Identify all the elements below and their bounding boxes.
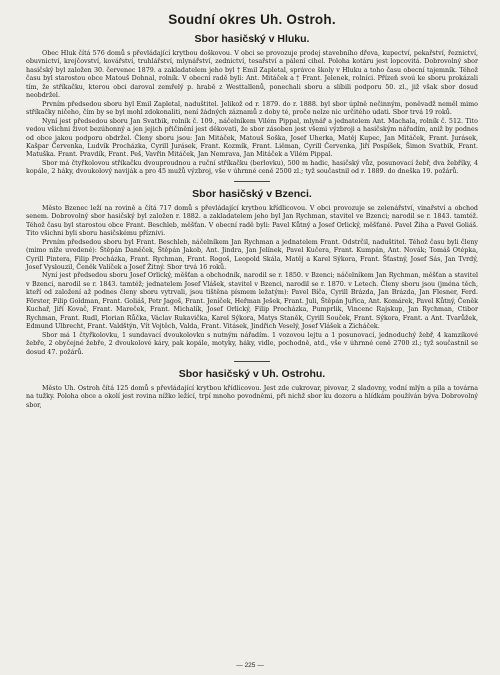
section-heading: Sbor hasičský v Uh. Ostrohu.: [178, 367, 326, 380]
section-divider: [234, 361, 270, 362]
paragraph: Město Bzenec leží na rovině a čítá 717 domů s převládající krytbou křídlicovou. V obci provozuje se zelenářství, vinařství a obchod senem. Dobrovolný sbor hasičský byl založen r. 1882. a zakladatelem jeho byl Jan Rychman, stavitel ve Bzenci; narodil se r. 1843. tamtéž. Téhož času byl starostou obce Frant. Beschleb, měšťan. V obecní radě byli: Pavel Kůtný a Josef Orlický, měšťané. Pavel Žiha a Pavel Goliáš. Tito všichni byli sboru hasičskému příznivi.: [26, 204, 478, 238]
section-hluk: [26, 33, 478, 177]
paragraph: Nyní jest předsedou sboru Josef Orlický, měšťan a obchodník, narodil se r. 1850. v Bzenci; náčelníkem Jan Rychman, měšťan a stavitel v Bzenci, narodil se r. 1843. tamtéž; jednatelem Josef Vlášek, stavitel v Bzenci, narodil se r. 1870. v Letech. Členy sboru jsou (jména těch, kteří od založení až podnes členy sboru vytrvali, jsou tištěna písmem ležatým): Pavel Bíča, Cyrill Brázda, Jan Brázda, Jan Flesner, Ferd. Förster, Filip Goldman, Frant. Goliáš, Petr Jagoš, Frant. Jeníček, Heřman Ješek, Frant. Juli, Štěpán Juřica, Ant. Komárek, Pavel Kůtný, Čeněk Kuchař, Jiří Kovač, Frant. Mareček, Frant. Michalík, Josef Orlický, Filip Procházka, Pumprlik, Vincenc Rajskup, Jan Rychman, Ctibor Rychman, Frant. Rudl, Florian Růčka, Václav Rukavička, Karel Sýkora, Matys Staněk, Cyrill Souček, Frant. Sýkora, Frant. a Ant. Tvarůžek, Edmund Ulbrecht, Frant. Valdštýn, Vít Vojtěch, Valda, Frant. Vitásek, Jindřich Veselý, Josef Vlášek a Zicháček.: [26, 272, 478, 331]
paragraph: Město Uh. Ostroh čítá 125 domů s převládající krytbou křídlicovou. Jest zde cukrovar, pivovar, 2 sladovny, vodní mlýn a pila a továrna na tužky. Poloha obce a okolí jest rovina nížko ležící, trpí mnoho povodněmi, při nichž sbor ku dozoru a hlídkám používán býva Dobrovolný sbor,: [26, 384, 478, 409]
paragraph: Sbor má čtyřkolovou stříkačku dvouproudnou a ruční stříkačku (berlovku), 500 m hadic, hasičský vůz, posunovací žebř, dva žebříky, 4 kopále, 2 háky, dvoukolový naviják a pro 45 mužů výzbroj, vše v úhrnné ceně 2500 zl.; tyž součastnil od r. 1889. do dneška 19. požárů.: [26, 159, 478, 176]
section-uh-ostroh: [26, 368, 478, 410]
section-heading: Sbor hasičský v Bzenci.: [192, 187, 312, 200]
paragraph: Prvním předsedou sboru byl Emil Zapletal, naduštitel. Jelikož od r. 1879. do r. 1888. byl sbor úplně nečinným, poněvadž neměl mimo stříkačky ničeho, čím by se byl mohl zdokonaliti, není žádných záznamů z doby té, proče nelze nic určitého udati. Sbor trvá 19 roků.: [26, 100, 478, 117]
section-bzenec: [26, 188, 478, 357]
paragraph: Sbor má 1 čtyřkolovku, 1 sundavací dvoukolovku s nutným nářadím. 1 vozovou lejtu a 1 posunovací, jednoduchý žebř, 4 kamzíkové žebře, 2 obyčejné žebře, 2 dvoukolové káry, pak kopále, motyky, háky, vidle, pochodně, atd., vše v úhrnné ceně 2700 zl.; tyž součastnil se dosud 47. požárů.: [26, 331, 478, 356]
paragraph: Prvním předsedou sboru byl Frant. Beschleb, náčelníkem Jan Rychman a jednatelem Frant. Odstrčil, naduštitel. Téhož času byli členy (mimo níže uvedené): Štěpán Daněček, Štěpán Jakob, Ant. Jindra, Jan Jelínek, Pavel Kučera, Frant. Kumpán, Ant. Novák; Tomáš Otépka, Cyrill Pintera, Filip Procházka, Frant. Rychman, Frant. Rogoš, Leopold Skála, Matěj a Karel Sýkora, Frant. Šťastný, Josef Sás, Jan Tvrdý, Josef Vyslouzil, Čeněk Valíček a Josef Žitný. Sbor trvá 16 roků.: [26, 238, 478, 271]
district-title: Soudní okres Uh. Ostroh.: [168, 12, 336, 27]
section-divider: [234, 181, 270, 182]
paragraph: Obec Hluk čítá 576 domů s převládající krytbou doškovou. V obci se provozuje prodej stavebního dřeva, kupectví, pekařství, řeznictví, obuvnictví, krejčovství, kovářství, truhlářství, mlynářství, zednictví, tesařství a pálení cihel. Poloha kotáru jest lopcovitá. Dobrovolný sbor hasičský byl založen 30. červenec 1879. a zakladatelem jeho byl † Emil Zapletal, správce školy v Hluku a toho času obecní tajemník. Téhož času byl starostou obce Matouš Dohnal, rolník. V obecní radě byli: Ant. Mitáček a † Frant. Jelenek, rolníci. Přízeň svoú ke sboru prokázali tím, že stříkačku, kterou obci daroval zemřelý p. hrabě z Westtallenů, ponechali sboru a slíbili podporu 50. zl., již však sbor dosud neobdržel.: [26, 50, 478, 100]
page-number: — 225 —: [236, 662, 264, 669]
paragraph: Nyní jest předsedou sboru Jan Svatbik, rolník č. 109., náčelníkem Vilém Pippal, mlynář a jednatelem Ant. Machala, rolník č. 512. Tito vedou všichni život bezúhonný a jen jejich přičinění jest děkovati, že sbor zásoben jest všemi výzbroji a hasičským nářadím, aniž by podnes od obce jakou podporu obdržel. Členy sboru jsou: Jan Mitáček, Matouš Soška, Josef Uherka, Matěj Kupec, Jan Mitáček, Frant. Jurásek, Kašpar Červenka, Ludvík Procházka, Cyrill Jurásek, Frant. Kozmík, Frant. Liěman, Cyrill Červenka, Jiří Pospíšek, Šimon Svatbik, Frant. Matuška. Frant. Pravdík, Frant. Peš, Vavřin Mitáček, Jan Nemrava, Jan Mitáček a Vilém Pippal.: [26, 117, 478, 159]
section-heading: Sbor hasičský v Hluku.: [194, 33, 310, 45]
